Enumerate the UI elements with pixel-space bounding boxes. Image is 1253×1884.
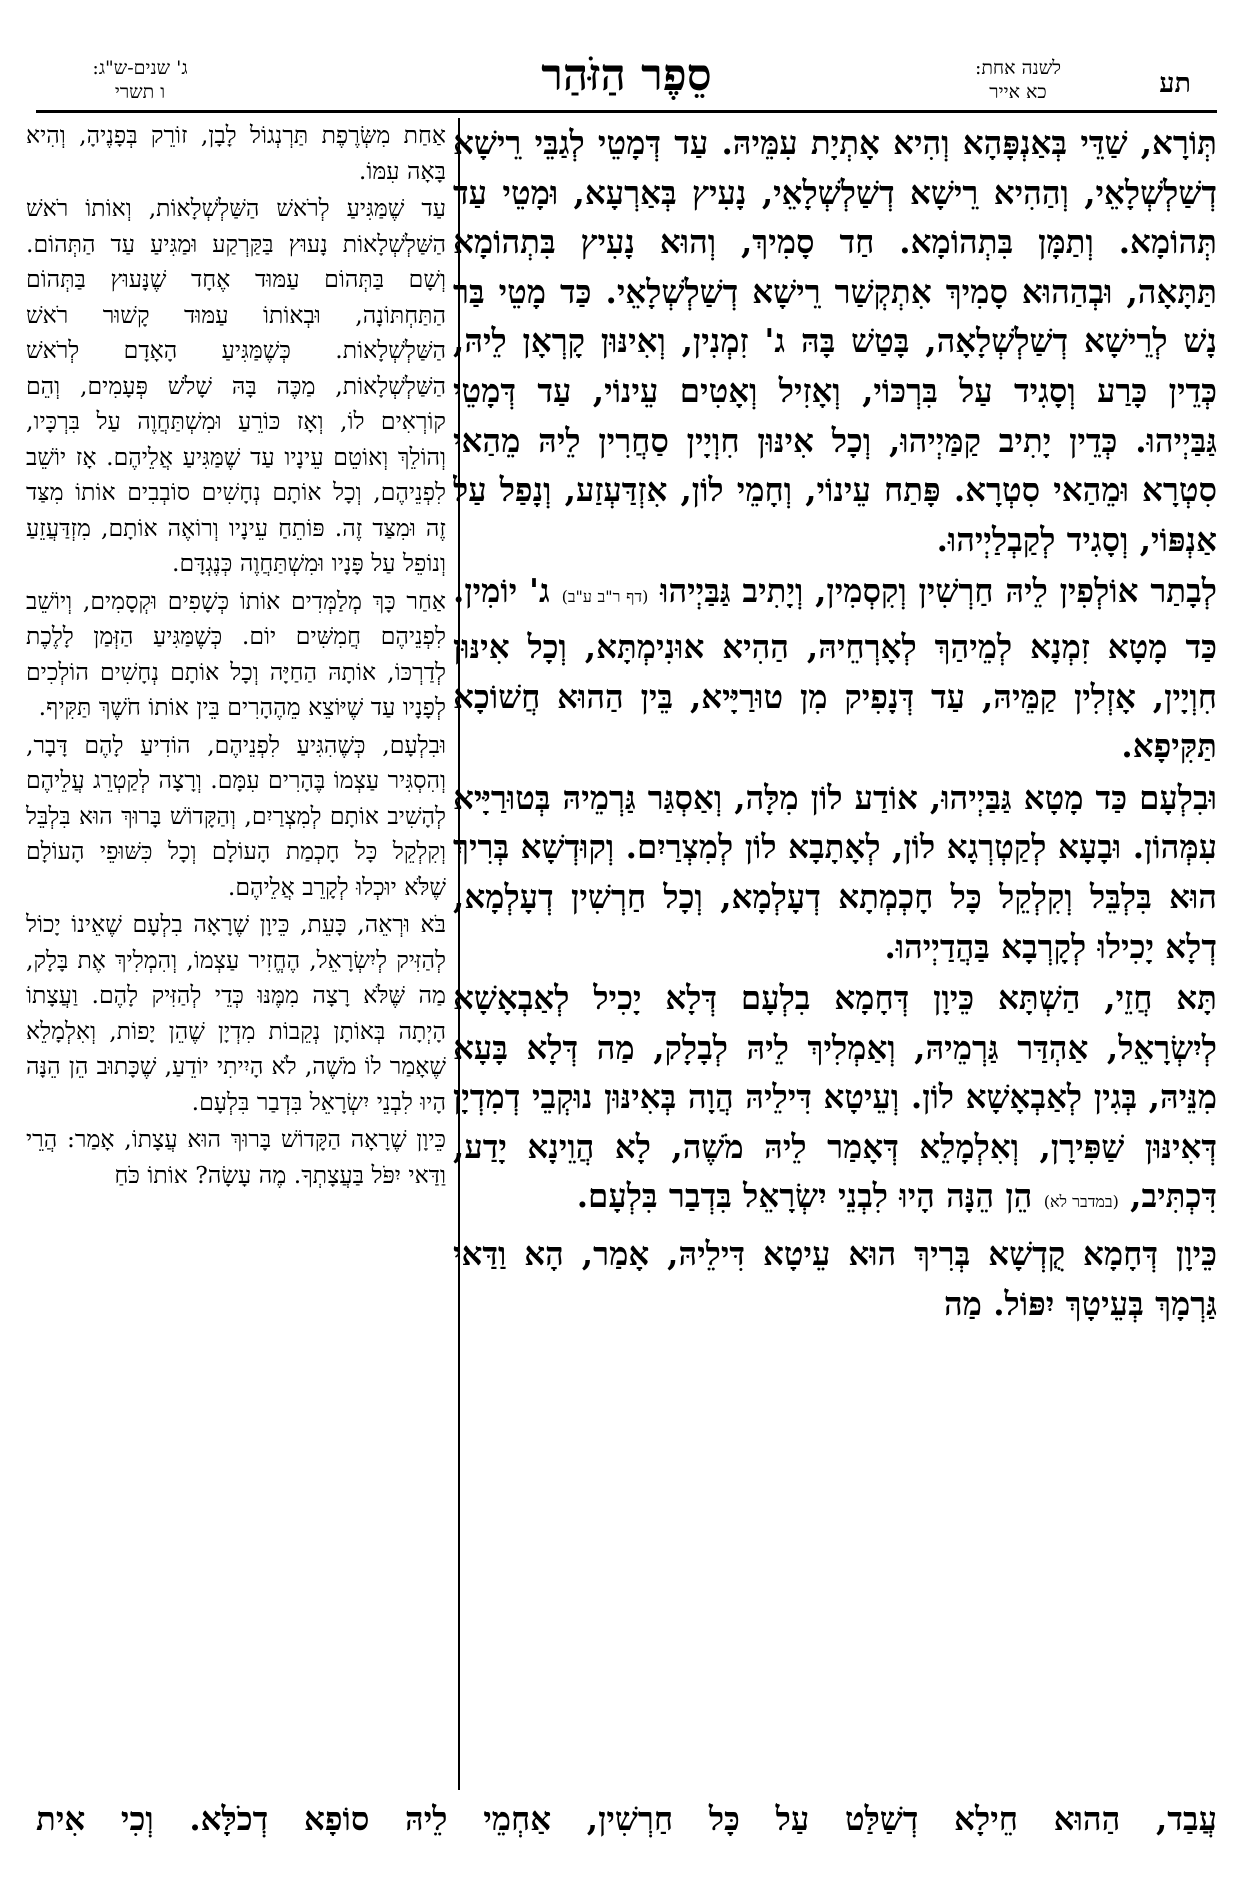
column-divider xyxy=(458,118,460,1790)
main-paragraph: כֵּיוָן דְּחָמָא קֻדְשָׁא בְּרִיךְ הוּא עֵיטָא דִּילֵיהּ, אָמַר, הָא וַדַּאי גַּרְמָךְ בְּעֵיטָךְ יִפּוֹל. מַה xyxy=(453,1234,1217,1323)
source-reference: (במדבר לא) xyxy=(1043,1192,1119,1212)
date-line-1: לשנה אחת: xyxy=(974,57,1062,79)
cycle-label xyxy=(60,56,220,118)
cycle-line-2: ו תשרי xyxy=(114,81,166,103)
main-paragraph-text: תָּא חֲזֵי, הַשְׁתָּא כֵּיוָן דְּחָמָא בִלְעָם דְּלָא יָכִיל לְאַבְאָשָׁא לְיִשְׂרָאֵל, אַהְדַּר גַּרְמֵיהּ, וְאַמְלִיךְ לֵיהּ לְבָלָק, מַה דְּלָא בָּעָא מִנֵּיהּ, בְּגִין לְאַבְאָשָׁא לוֹן. וְעֵיטָא דִּילֵיהּ הֲוָה בְּאִינּוּן נוּקְבֵי דְמִדְיָן דְּאִינּוּן שַׁפִּירָן, וְאִלְמָלֵא דְּאָמַר לֵיהּ מֹשֶׁה, לָא הֲוֵינָא יָדַע, דִּכְתִּיב, xyxy=(453,978,1217,1216)
cycle-line-1: ג' שנים-ש"ג: xyxy=(92,57,188,79)
header-rule xyxy=(36,110,1217,113)
translation-paragraph: אַחַת מִשְּׂרֶפֶת תַּרְנְגוֹל לָבָן, זוֹרֵק בְּפָנֶיהָ, וְהִיא בָּאָה עִמּוֹ. xyxy=(26,121,446,185)
main-column xyxy=(453,118,1217,1792)
page-title: סֵפֶר הַזֹּהַר xyxy=(541,50,712,101)
main-paragraph xyxy=(453,566,1217,770)
translation-paragraph: כֵּיוָן שֶׁרָאָה הַקָּדוֹשׁ בָּרוּךְ הוּא עֲצָתוֹ, אָמַר: הֲרֵי וַדַּאי יִפֹּל בַּעֲצָתְךָ. מֶה עָשָׂה? אוֹתוֹ כֹּחַ xyxy=(26,1125,446,1189)
main-paragraph-text: הֵן הֵנָּה הָיוּ לִבְנֵי יִשְׂרָאֵל בִּדְבַר בִּלְעָם. xyxy=(576,1176,1033,1216)
translation-paragraph: וּבִלְעָם, כְּשֶׁהִגִּיעַ לִפְנֵיהֶם, הוֹדִיעַ לָהֶם דָּבָר, וְהִסְגִּיר עַצְמוֹ בֶּהָרִים עִמָּם. וְרָצָה לְקַטְרֵג עֲלֵיהֶם לְהָשִׁיב אוֹתָם לְמִצְרַיִם, וְהַקָּדוֹשׁ בָּרוּךְ הוּא בִּלְבֵּל וְקִלְקֵל כָּל חָכְמַת הָעוֹלָם וְכָל כִּשּׁוּפֵי הָעוֹלָם שֶׁלֹּא יוּכְלוּ לְקָרֵב אֲלֵיהֶם. xyxy=(26,730,446,901)
translation-paragraph: בֹּא וּרְאֵה, כָּעֵת, כֵּיוָן שֶׁרָאָה בִלְעָם שֶׁאֵינוֹ יָכוֹל לְהַזִּיק לְיִשְׂרָאֵל, הֶחֱזִיר עַצְמוֹ, וְהִמְלִיךְ אֶת בָּלָק, מַה שֶּׁלֹּא רָצָה מִמֶּנּוּ כְּדֵי לְהַזִּיק לָהֶם. וַעֲצָתוֹ הָיְתָה בְּאוֹתָן נְקֵבוֹת מִדְיָן שֶׁהֵן יָפוֹת, וְאִלְמָלֵא שֶׁאָמַר לוֹ מֹשֶׁה, לֹא הָיִיתִי יוֹדֵעַ, שֶׁכָּתוּב הֵן הֵנָּה הָיוּ לִבְנֵי יִשְׂרָאֵל בִּדְבַר בִּלְעָם. xyxy=(26,910,446,1116)
translation-paragraph: אַחַר כָּךְ מְלַמְּדִים אוֹתוֹ כְּשָׁפִים וּקְסָמִים, וְיוֹשֵׁב לִפְנֵיהֶם חֲמִשִּׁים יוֹם. כְּשֶׁמַּגִּיעַ הַזְּמַן לָלֶכֶת לְדַרְכּוֹ, אוֹתָהּ הַחַיָּה וְכָל אוֹתָם נְחָשִׁים הוֹלְכִים לְפָנָיו עַד שֶׁיּוֹצֵא מֵהֶהָרִים בֵּין אוֹתוֹ חֹשֶׁךְ תַּקִּיף. xyxy=(26,586,446,721)
source-reference: (דף ר"ב ע"ב) xyxy=(561,587,649,607)
translation-column xyxy=(26,118,446,1792)
main-paragraph xyxy=(453,973,1217,1227)
main-paragraph-text: לְבָתַר אוֹלְפִין לֵיהּ חַרְשִׁין וְקִסְמִין, וְיָתִיב גַּבַּיְיהוּ xyxy=(660,571,1217,611)
main-paragraph: וּבִלְעָם כַּד מָטָא גַּבַּיְיהוּ, אוֹדַע לוֹן מִלָּה, וְאַסְגַּר גַּרְמֵיהּ בְּטוּרַיָּיא עִמְּהוֹן. וּבָעָא לְקַטְרְגָא לוֹן, לְאָתָבָא לוֹן לְמִצְרַיִם. וְקוּדְשָׁא בְּרִיךְ הוּא בִּלְבֵּל וְקִלְקֵל כָּל חָכְמְתָא דְעָלְמָא, וְכָל חַרְשִׁין דְעָלְמָא, דְלָא יָכִילוּ לְקָרְבָא בַּהֲדַיְיהוּ. xyxy=(453,777,1217,966)
translation-paragraph: עַד שֶׁמַּגִּיעַ לְרֹאשׁ הַשַּׁלְשְׁלָאוֹת, וְאוֹתוֹ רֹאשׁ הַשַּׁלְשְׁלָאוֹת נָעוּץ בַּקַּרְקַע וּמַגִּיעַ עַד הַתְּהוֹם. וְשָׁם בַּתְּהוֹם עַמּוּד אֶחָד שֶׁנָּעוּץ בַּתְּהוֹם הַתַּחְתּוֹנָה, וּבְאוֹתוֹ עַמּוּד קָשׁוּר רֹאשׁ הַשַּׁלְשְׁלָאוֹת. כְּשֶׁמַּגִּיעַ הָאָדָם לְרֹאשׁ הַשַּׁלְשְׁלָאוֹת, מַכֶּה בָּהּ שָׁלֹשׁ פְּעָמִים, וְהֵם קוֹרְאִים לוֹ, וְאָז כּוֹרֵעַ וּמִשְׁתַּחֲוֶה עַל בִּרְכָּיו, וְהוֹלֵךְ וְאוֹטֵם עֵינָיו עַד שֶׁמַּגִּיעַ אֲלֵיהֶם. אָז יוֹשֵׁב לִפְנֵיהֶם, וְכָל אוֹתָם נְחָשִׁים סוֹבְבִים אוֹתוֹ מִצַּד זֶה וּמִצַּד זֶה. פּוֹתֵחַ עֵינָיו וְרוֹאֶה אוֹתָם, מִזְדַּעֲזֵעַ וְנוֹפֵל עַל פָּנָיו וּמִשְׁתַּחֲוֶה כְּנֶגְדָּם. xyxy=(26,194,446,577)
main-paragraph-text: ג' יוֹמִין. כַּד מָטָא זִמְנָא לְמֵיהַךְ לְאָרְחֵיהּ, הַהִיא אוּנִימְתָּא, וְכָל אִינּוּן חִוְיָין, אָזְלִין קַמֵּיהּ, עַד דְּנָפִיק מִן טוּרַיָּיא, בֵּין הַהוּא חֲשׁוֹכָא תַּקִּיפָא. xyxy=(453,571,1217,766)
continuation-line: עֲבַד, הַהוּא חֵילָא דְשַׁלַּט עַל כָּל חַרְשִׁין, אַחְמֵי לֵיהּ סוֹפָא דְכֹלָּא. וְכִי אִית xyxy=(36,1799,1217,1838)
date-line-2: כא אייר xyxy=(989,81,1047,103)
page-number: תע xyxy=(1159,68,1191,99)
main-paragraph: תְּוֹרָא, שַׁדֵּי בְּאַנְפָּהָא וְהִיא אָתְיָת עִמֵּיהּ. עַד דְּמָטֵי לְגַבֵּי רֵישָׁא דְשַׁלְשְׁלָאֵי, וְהַהִיא רֵישָׁא דְשַׁלְשְׁלָאֵי, נָעִיץ בְּאַרְעָא, וּמָטֵי עַד תְּהוֹמָא. וְתַמָּן בִּתְהוֹמָא. חַד סָמִיךְ, וְהוּא נָעִיץ בִּתְהוֹמָא תַּתָּאָה, וּבְהַהוּא סָמִיךְ אִתְקְשַׁר רֵישָׁא דְשַׁלְשְׁלָאֵי. כַּד מָטֵי בַּר נָשׁ לְרֵישָׁא דְשַׁלְשְׁלָאָה, בָּטַשׁ בָּהּ ג' זִמְנִין, וְאִינּוּן קָרְאָן לֵיהּ, כְּדֵין כָּרַע וְסָגִיד עַל בִּרְכּוֹי, וְאָזִיל וְאָטִים עֵינוֹי, עַד דְּמָטֵי גַּבַּיְיהוּ. כְּדֵין יָתִיב קַמַּיְיהוּ, וְכָל אִינּוּן חִוְיָין סַחֲרִין לֵיהּ מֵהַאי סִטְרָא וּמֵהַאי סִטְרָא. פָּתַח עֵינוֹי, וְחָמֵי לוֹן, אִזְדַּעְזַע, וְנָפַל עַל אַנְפּוֹי, וְסָגִיד לְקַבְלַיְיהוּ. xyxy=(453,123,1217,559)
